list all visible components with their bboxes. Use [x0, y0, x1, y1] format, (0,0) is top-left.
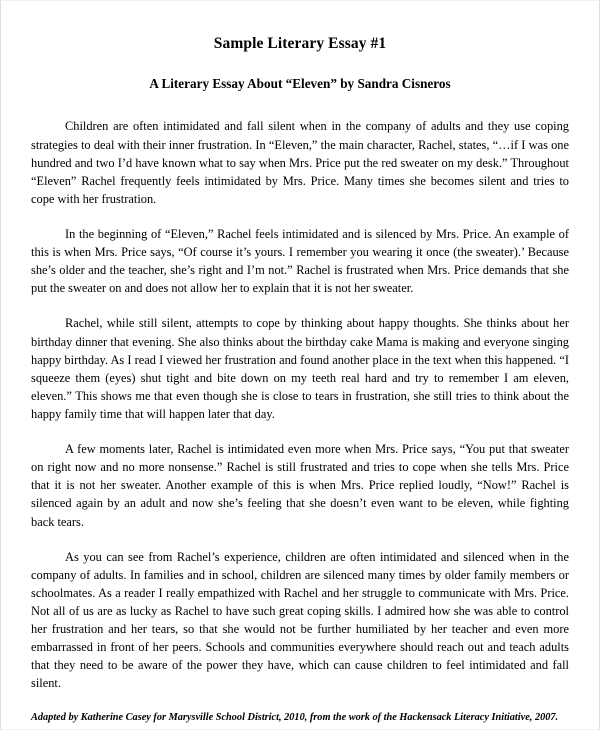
essay-body: [31, 117, 569, 692]
page-title: Sample Literary Essay #1: [213, 35, 387, 52]
page-subtitle: A Literary Essay About “Eleven” by Sandra Cisneros: [149, 75, 451, 91]
essay-paragraph-2: In the beginning of “Eleven,” Rachel feels intimidated and is silenced by Mrs. Price. An example of this is when Mrs. Price says, “Of course it’s yours. I remember you wearing it once (the sweater).’ Because she’s older and the teacher, she’s right and I’m not.” Rachel is frustrated when Mrs. Price demands that she put the sweater on and does not allow her to explain that it is not her sweater.: [31, 226, 569, 296]
essay-paragraph-4: A few moments later, Rachel is intimidated even more when Mrs. Price says, “You put that sweater on right now and no more nonsense.” Rachel is still frustrated and tries to cope when she tells Mrs. Price that it is not her sweater. Another example of this is when Mrs. Price replied loudly, “Now!” Rachel is silenced again by an adult and now she’s feeling that she doesn’t even want to be eleven, while fighting back tears.: [31, 442, 569, 529]
essay-paragraph-5: As you can see from Rachel’s experience, children are often intimidated and silenced when in the company of adults. In families and in school, children are silenced many times by older family members or schoolmates. As a reader I really empathized with Rachel and her struggle to communicate with Mrs. Price. Not all of us are as lucky as Rachel to have such great coping skills. I admired how she was able to control her frustration and her tears, so that she would not be further humiliated by her teacher and even more embarrassed in front of her peers. Schools and communities everywhere should reach out and teach adults that they need to be aware of the power they have, which can cause children to feel intimidated and fall silent.: [31, 549, 569, 691]
essay-paragraph-1: Children are often intimidated and fall silent when in the company of adults and they use coping strategies to deal with their inner frustration. In “Eleven,” the main character, Rachel, states, “…if I was one hundred and two I’d have known what to say when Mrs. Price put the red sweater on my desk.” Throughout “Eleven” Rachel frequently feels intimidated by Mrs. Price. Many times she becomes silent and tries to cope with her frustration.: [31, 119, 569, 206]
essay-paragraph-3: Rachel, while still silent, attempts to cope by thinking about happy thoughts. She thinks about her birthday dinner that evening. She also thinks about the birthday cake Mama is making and everyone singing happy birthday. As I read I viewed her frustration and found another place in the text when this happened. “I squeeze them (eyes) shut tight and bite down on my teeth real hard and try to remember I am eleven, eleven.” This shows me that even though she is close to tears in frustration, she still tries to think about the happy family time that will happen later that day.: [31, 316, 569, 421]
attribution-note: Adapted by Katherine Casey for Marysville School District, 2010, from the work of the Hackensack Literacy Initiative, 2007.: [31, 711, 559, 723]
